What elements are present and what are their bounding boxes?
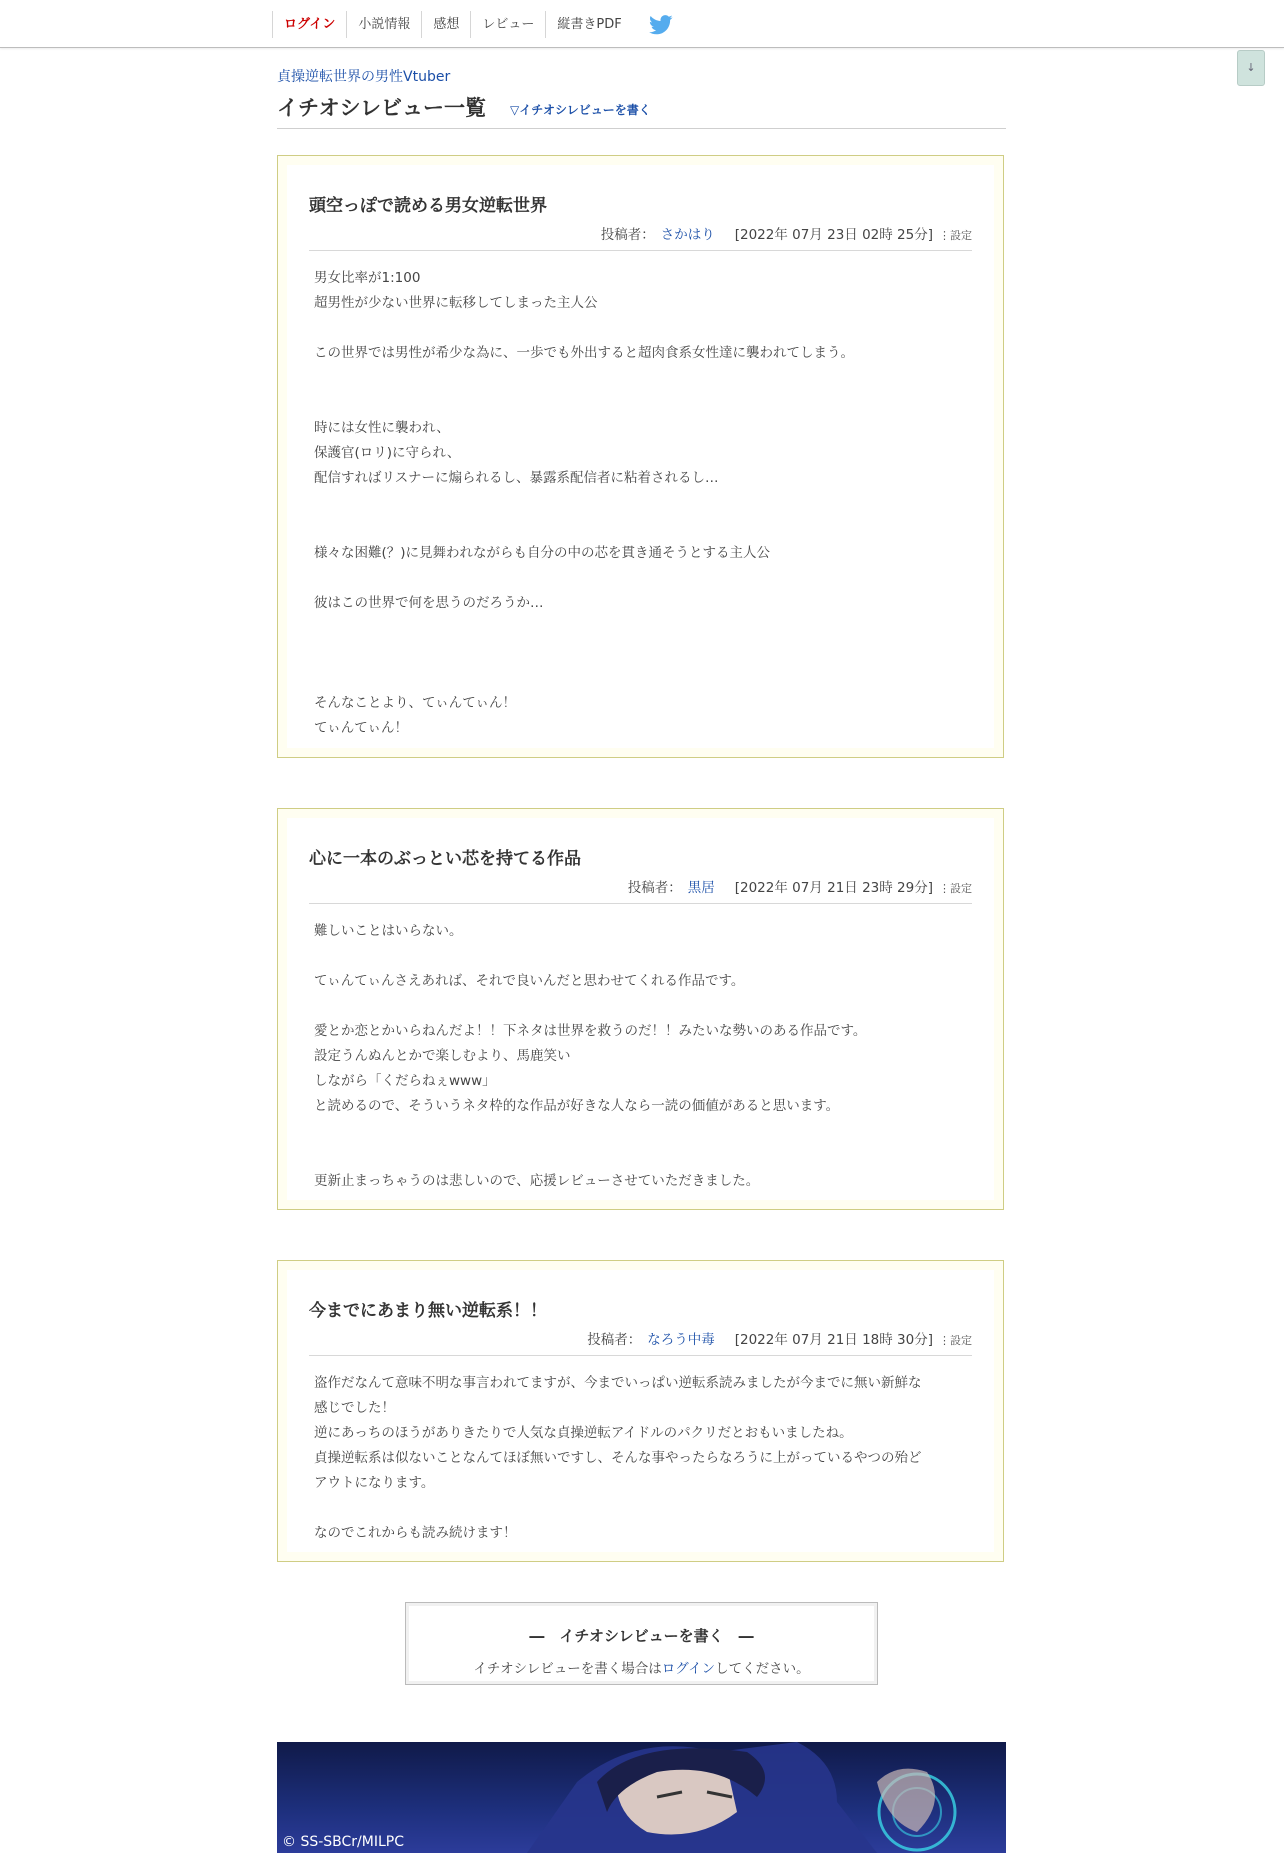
review-title: 頭空っぽで読める男女逆転世界 [309, 196, 547, 216]
author-link[interactable]: さかはり [660, 227, 715, 243]
review-line [314, 1496, 972, 1521]
author-link[interactable]: なろう中毒 [647, 1332, 715, 1348]
review-divider [309, 250, 972, 251]
review-line: 男女比率が1:100 [314, 270, 421, 286]
write-review-box-text [406, 1657, 877, 1677]
review-divider [309, 1355, 972, 1356]
review-line: 超男性が少ない世界に転移してしまった主人公 [314, 295, 598, 311]
review-card [277, 1260, 1004, 1562]
review-line: なのでこれからも読み続けます！ [314, 1525, 517, 1541]
review-card-inner [287, 165, 994, 748]
scroll-down-button[interactable]: ↓ [1237, 50, 1265, 86]
review-line: てぃんてぃんさえあれば、それで良いんだと思わせてくれる作品です。 [314, 973, 745, 989]
author-label: 投稿者： [587, 1332, 642, 1348]
review-line [314, 666, 972, 691]
review-date: [2022年 07月 23日 02時 25分] [734, 227, 933, 243]
review-title: 心に一本のぶっとい芯を持てる作品 [309, 849, 581, 869]
review-line: そんなことより、てぃんてぃん！ [314, 695, 516, 711]
review-line: 貞操逆転系は似ないことなんてほぼ無いですし、そんな事やったらなろうに上がっているやつの殆ど [314, 1450, 922, 1466]
review-line: 逆にあっちのほうがありきたりで人気な貞操逆転アイドルのパクリだとおもいましたね。 [314, 1425, 853, 1441]
review-line: 難しいことはいらない。 [314, 923, 463, 939]
review-line [314, 566, 972, 591]
write-review-box-title: ― イチオシレビューを書く ― [529, 1627, 754, 1645]
nav-menu [272, 11, 675, 38]
author-label: 投稿者： [627, 880, 682, 896]
review-line: と読めるので、そういうネタ枠的な作品が好きな人なら一読の価値があると思います。 [314, 1098, 840, 1114]
review-line: 更新止まっちゃうのは悲しいので、応援レビューさせていただきました。 [314, 1173, 760, 1189]
settings-menu[interactable]: ⋮設定 [939, 1334, 972, 1347]
review-date: [2022年 07月 21日 18時 30分] [734, 1332, 933, 1348]
review-line: 様々な困難(？)に見舞われながらも自分の中の芯を貫き通そうとする主人公 [314, 545, 771, 561]
review-meta [601, 223, 972, 243]
review-line [314, 1144, 972, 1169]
write-review-box [405, 1602, 878, 1685]
review-meta [628, 876, 972, 896]
review-line [314, 641, 972, 666]
review-line [314, 391, 972, 416]
review-line: アウトになります。 [314, 1475, 435, 1491]
nav-vertical-pdf-link[interactable]: 縦書きPDF [545, 11, 632, 38]
review-line [314, 1119, 972, 1144]
nav-review-link[interactable]: レビュー [470, 11, 545, 38]
review-line [314, 316, 972, 341]
review-line: 配信すればリスナーに煽られるし、暴露系配信者に粘着されるし… [314, 470, 719, 486]
review-line [314, 516, 972, 541]
review-divider [309, 903, 972, 904]
write-review-prompt-end: してください。 [715, 1661, 810, 1677]
settings-menu[interactable]: ⋮設定 [939, 882, 972, 895]
review-card-inner [287, 818, 994, 1200]
banner-copyright: © SS-SBCr/MILPC [282, 1834, 404, 1850]
review-line: 保護官(ロリ)に守られ、 [314, 445, 461, 461]
author-label: 投稿者： [600, 227, 655, 243]
page-title: イチオシレビュー一覧 [277, 96, 487, 120]
review-line: 愛とか恋とかいらねんだよ！！下ネタは世界を救うのだ！！みたいな勢いのある作品です。 [314, 1023, 867, 1039]
twitter-icon[interactable] [647, 13, 675, 37]
novel-title-link[interactable]: 貞操逆転世界の男性Vtuber [277, 69, 451, 85]
nav-impressions-link[interactable]: 感想 [421, 11, 470, 38]
write-review-anchor-link[interactable]: ▽イチオシレビューを書く [510, 103, 651, 117]
review-line: 設定うんぬんとかで楽しむより、馬鹿笑い [314, 1048, 571, 1064]
review-title: 今までにあまり無い逆転系！！ [309, 1301, 547, 1321]
review-body [314, 1371, 972, 1546]
review-date: [2022年 07月 21日 23時 29分] [734, 880, 933, 896]
login-link[interactable]: ログイン [661, 1661, 716, 1677]
review-line: 時には女性に襲われ、 [314, 420, 450, 436]
review-line: しながら「くだらねぇwww」 [314, 1073, 496, 1089]
review-line: 彼はこの世界で何を思うのだろうか… [314, 595, 544, 611]
review-line [314, 616, 972, 641]
top-navigation-bar [0, 0, 1284, 48]
review-line [314, 366, 972, 391]
review-card [277, 808, 1004, 1210]
review-line: 感じでした！ [314, 1400, 395, 1416]
nav-login-link[interactable]: ログイン [272, 11, 346, 38]
settings-menu[interactable]: ⋮設定 [939, 229, 972, 242]
review-line: 盗作だなんて意味不明な事言われてますが、今までいっぱい逆転系読みましたが今までに無い新鮮な [314, 1375, 922, 1391]
write-review-prompt: イチオシレビューを書く場合は [473, 1661, 662, 1677]
author-link[interactable]: 黒居 [687, 880, 715, 896]
review-body [314, 919, 972, 1194]
review-line [314, 994, 972, 1019]
review-line [314, 944, 972, 969]
review-meta [587, 1328, 972, 1348]
title-divider [277, 128, 1006, 129]
review-body [314, 266, 972, 741]
review-line: てぃんてぃん！ [314, 720, 408, 736]
anime-ad-banner[interactable] [277, 1742, 1006, 1853]
review-card [277, 155, 1004, 758]
review-card-inner [287, 1270, 994, 1552]
review-line: この世界では男性が希少な為に、一歩でも外出すると超肉食系女性達に襲われてしまう。 [314, 345, 854, 361]
nav-novel-info-link[interactable]: 小説情報 [346, 11, 421, 38]
review-line [314, 491, 972, 516]
